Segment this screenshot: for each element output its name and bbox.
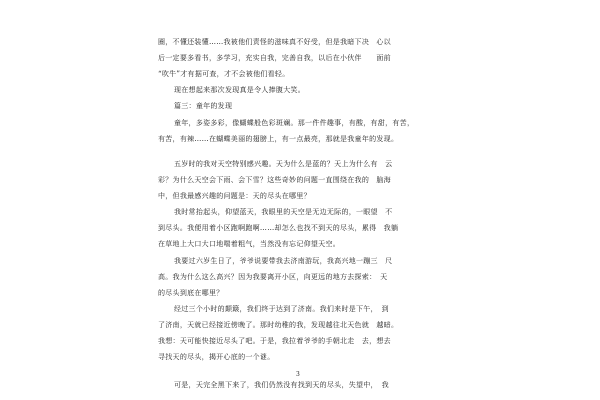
- page-number: 3: [296, 371, 300, 378]
- paragraph-line: 了济南，天就已经接近傍晚了。那时幼稚的我，发现越往北天色就 越暗。: [158, 321, 399, 329]
- paragraph-line: 五岁时的我对天空特别感兴趣。天为什么是蓝的？天上为什么有 云: [174, 160, 393, 168]
- paragraph-line: 我时常抬起头，仰望蓝天，我眼里的天空是无边无际的，一眼望 不: [174, 208, 393, 216]
- paragraph-line: 可是，天完全黑下来了，我们仍然没有找到天的尽头，失望中， 我: [174, 381, 389, 389]
- paragraph-line: 有苦，有辣……在蝴蝶美丽的翅膀上，有一点最亮，那就是我童年的发现。: [158, 135, 399, 143]
- paragraph-line: 寻找天的尽头，揭开心底的一个谜。: [158, 353, 275, 361]
- paragraph-line: 中，但我最感兴趣的问题是：天的尽头在哪里？: [158, 192, 311, 200]
- paragraph-line: 后一定要多看书，多学习，充实自我，完善自我，以后在小伙伴 面前: [158, 54, 391, 62]
- paragraph-line: 的尽头到底在哪里？: [158, 289, 224, 297]
- paragraph-line: 经过三个小时的颠簸，我们终于达到了济南。我们来时是下午， 到: [174, 305, 389, 313]
- paragraph-line: 我想：天可能快接近尽头了吧。于是，我拉着爷爷的手朝北走 去，想去: [158, 337, 391, 345]
- paragraph-line: 童年，多姿多彩，像蝴蝶般色彩斑斓。那一件件趣事，有酸，有甜，有苦，: [174, 119, 415, 127]
- paragraph-line: 高。我为什么这么高兴？因为我要离开小区，向更远的地方去探索： 天: [158, 273, 388, 281]
- paragraph-line: 彩？为什么天空会下雨、会下雪？这些奇妙的问题一直围绕在我的 脑海: [158, 176, 391, 184]
- paragraph-line: 在草地上大口大口地喘着粗气，当然没有忘记仰望天空。: [158, 240, 340, 248]
- paragraph-line: 到尽头。我便用着小区跑啊跑啊……却怎么也找不到天的尽头，累得 我躺: [158, 224, 399, 232]
- paragraph-line: 圈，不懂还装懂……我被他们责怪的滋味真不好受，但是我暗下决 心以: [158, 38, 391, 46]
- paragraph-line: 现在想起来那次发现真是令人捧腹大笑。: [174, 86, 306, 94]
- section-heading: 篇三：童年的发现: [174, 102, 233, 110]
- paragraph-line: “吹牛”才有据可查，才不会被他们看轻。: [158, 70, 290, 78]
- paragraph-line: 我要过六岁生日了，爷爷说要带我去济南游玩，我高兴地一蹦三 尺: [174, 257, 393, 265]
